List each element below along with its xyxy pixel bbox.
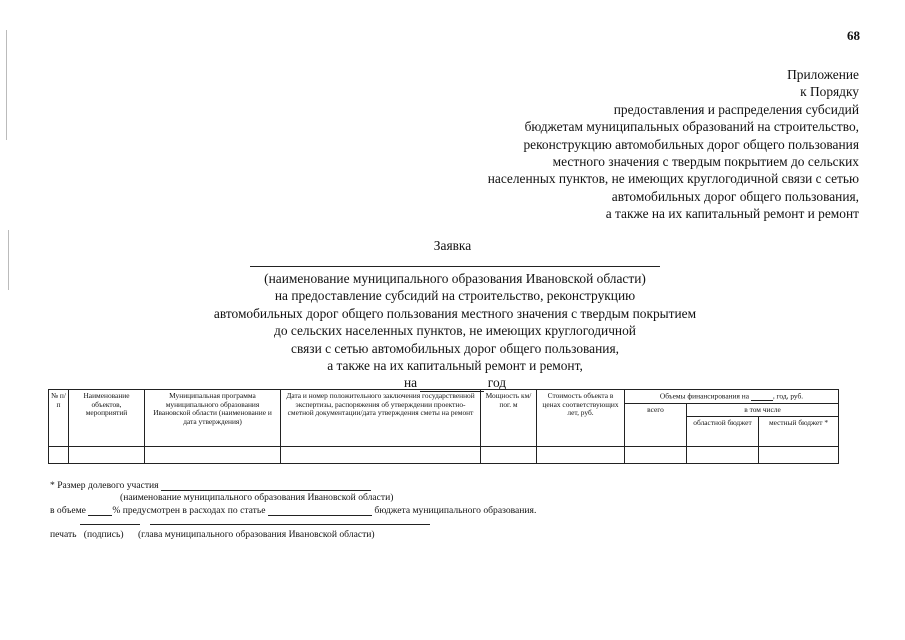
table-cell[interactable] <box>537 447 625 464</box>
header-expertise: Дата и номер положительного заключения государственной экспертизы, распоряжения об утверждении проектно-сметной документации/дата утверждения сметы на ремонт <box>281 390 481 447</box>
appendix-line: Приложение <box>787 67 859 82</box>
table-cell[interactable] <box>481 447 537 464</box>
municipality-name-line[interactable] <box>250 266 660 267</box>
header-regional: областной бюджет <box>687 417 759 447</box>
appendix-line: к Порядку <box>800 84 859 100</box>
table-cell[interactable] <box>145 447 281 464</box>
appendix-line: предоставления и распределения субсидий <box>613 101 859 117</box>
signature-captions <box>50 529 375 540</box>
funding-suffix: , год, руб. <box>772 391 804 401</box>
table-cell[interactable] <box>625 447 687 464</box>
header-objects: Наименование объектов, мероприятий <box>69 390 145 447</box>
share-line <box>50 480 371 491</box>
request-line: (наименование муниципального образования Ивановской области) <box>264 271 646 286</box>
header-funding <box>625 390 839 404</box>
page-number: 68 <box>847 28 860 43</box>
table-cell[interactable] <box>49 447 69 464</box>
appendix-line: местного значения с твердым покрытием до сельских <box>552 154 859 170</box>
year-prefix: на <box>403 375 418 391</box>
header-total: всего <box>625 404 687 447</box>
request-line: на предоставление субсидий на строительство, реконструкцию <box>274 288 636 304</box>
appendix-line: а также на их капитальный ремонт и ремонт <box>605 206 859 222</box>
share-label: * Размер долевого участия <box>50 480 159 491</box>
header-local: местный бюджет * <box>759 417 839 447</box>
appendix-header <box>339 66 859 223</box>
appendix-line: реконструкцию автомобильных дорог общего пользования <box>523 136 859 152</box>
table-cell[interactable] <box>281 447 481 464</box>
table-row <box>49 447 839 464</box>
signature-line[interactable] <box>80 524 140 525</box>
request-line: автомобильных дорог общего пользования местного значения с твердым покрытием <box>213 305 697 321</box>
request-line: а также на их капитальный ремонт и ремонт, <box>327 358 583 374</box>
signature-label: (подпись) <box>83 529 124 540</box>
stamp-label: печать <box>50 529 77 540</box>
header-including: в том числе <box>687 404 839 417</box>
municipality-caption: (наименование муниципального образования Ивановской области) <box>120 492 394 503</box>
percent-field[interactable] <box>88 506 112 516</box>
volume-prefix: в объеме <box>50 505 86 516</box>
head-name-line[interactable] <box>150 524 430 525</box>
funding-prefix: Объемы финансирования на <box>659 391 749 401</box>
article-field[interactable] <box>268 506 372 516</box>
table-cell[interactable] <box>69 447 145 464</box>
table-cell[interactable] <box>759 447 839 464</box>
year-suffix: год <box>487 375 507 391</box>
head-label: (глава муниципального образования Ивановской области) <box>137 529 375 540</box>
request-line: связи с сетью автомобильных дорог общего пользования, <box>291 340 619 356</box>
appendix-line: бюджетам муниципальных образований на строительство, <box>524 119 859 135</box>
volume-middle: % предусмотрен в расходах по статье <box>112 505 266 516</box>
header-cost: Стоимость объекта в ценах соответствующих лет, руб. <box>537 390 625 447</box>
appendix-line: населенных пунктов, не имеющих круглогодичной связи с сетью <box>487 171 859 187</box>
header-num: № п/п <box>49 390 69 447</box>
volume-line <box>50 505 536 516</box>
volume-suffix: бюджета муниципального образования. <box>374 505 537 516</box>
share-field[interactable] <box>161 481 371 491</box>
table-cell[interactable] <box>687 447 759 464</box>
request-text <box>150 270 760 392</box>
scan-edge-mark <box>6 30 7 140</box>
scan-edge-mark <box>8 230 9 290</box>
request-line: до сельских населенных пунктов, не имеющих круглогодичной <box>274 323 636 339</box>
funding-year-field[interactable] <box>751 392 773 401</box>
funding-table <box>48 389 839 464</box>
header-program: Муниципальная программа муниципального образования Ивановской области (наименование и дата утверждения) <box>145 390 281 447</box>
appendix-line: автомобильных дорог общего пользования, <box>611 188 859 204</box>
header-capacity: Мощность км/пог. м <box>481 390 537 447</box>
document-title: Заявка <box>433 238 472 253</box>
